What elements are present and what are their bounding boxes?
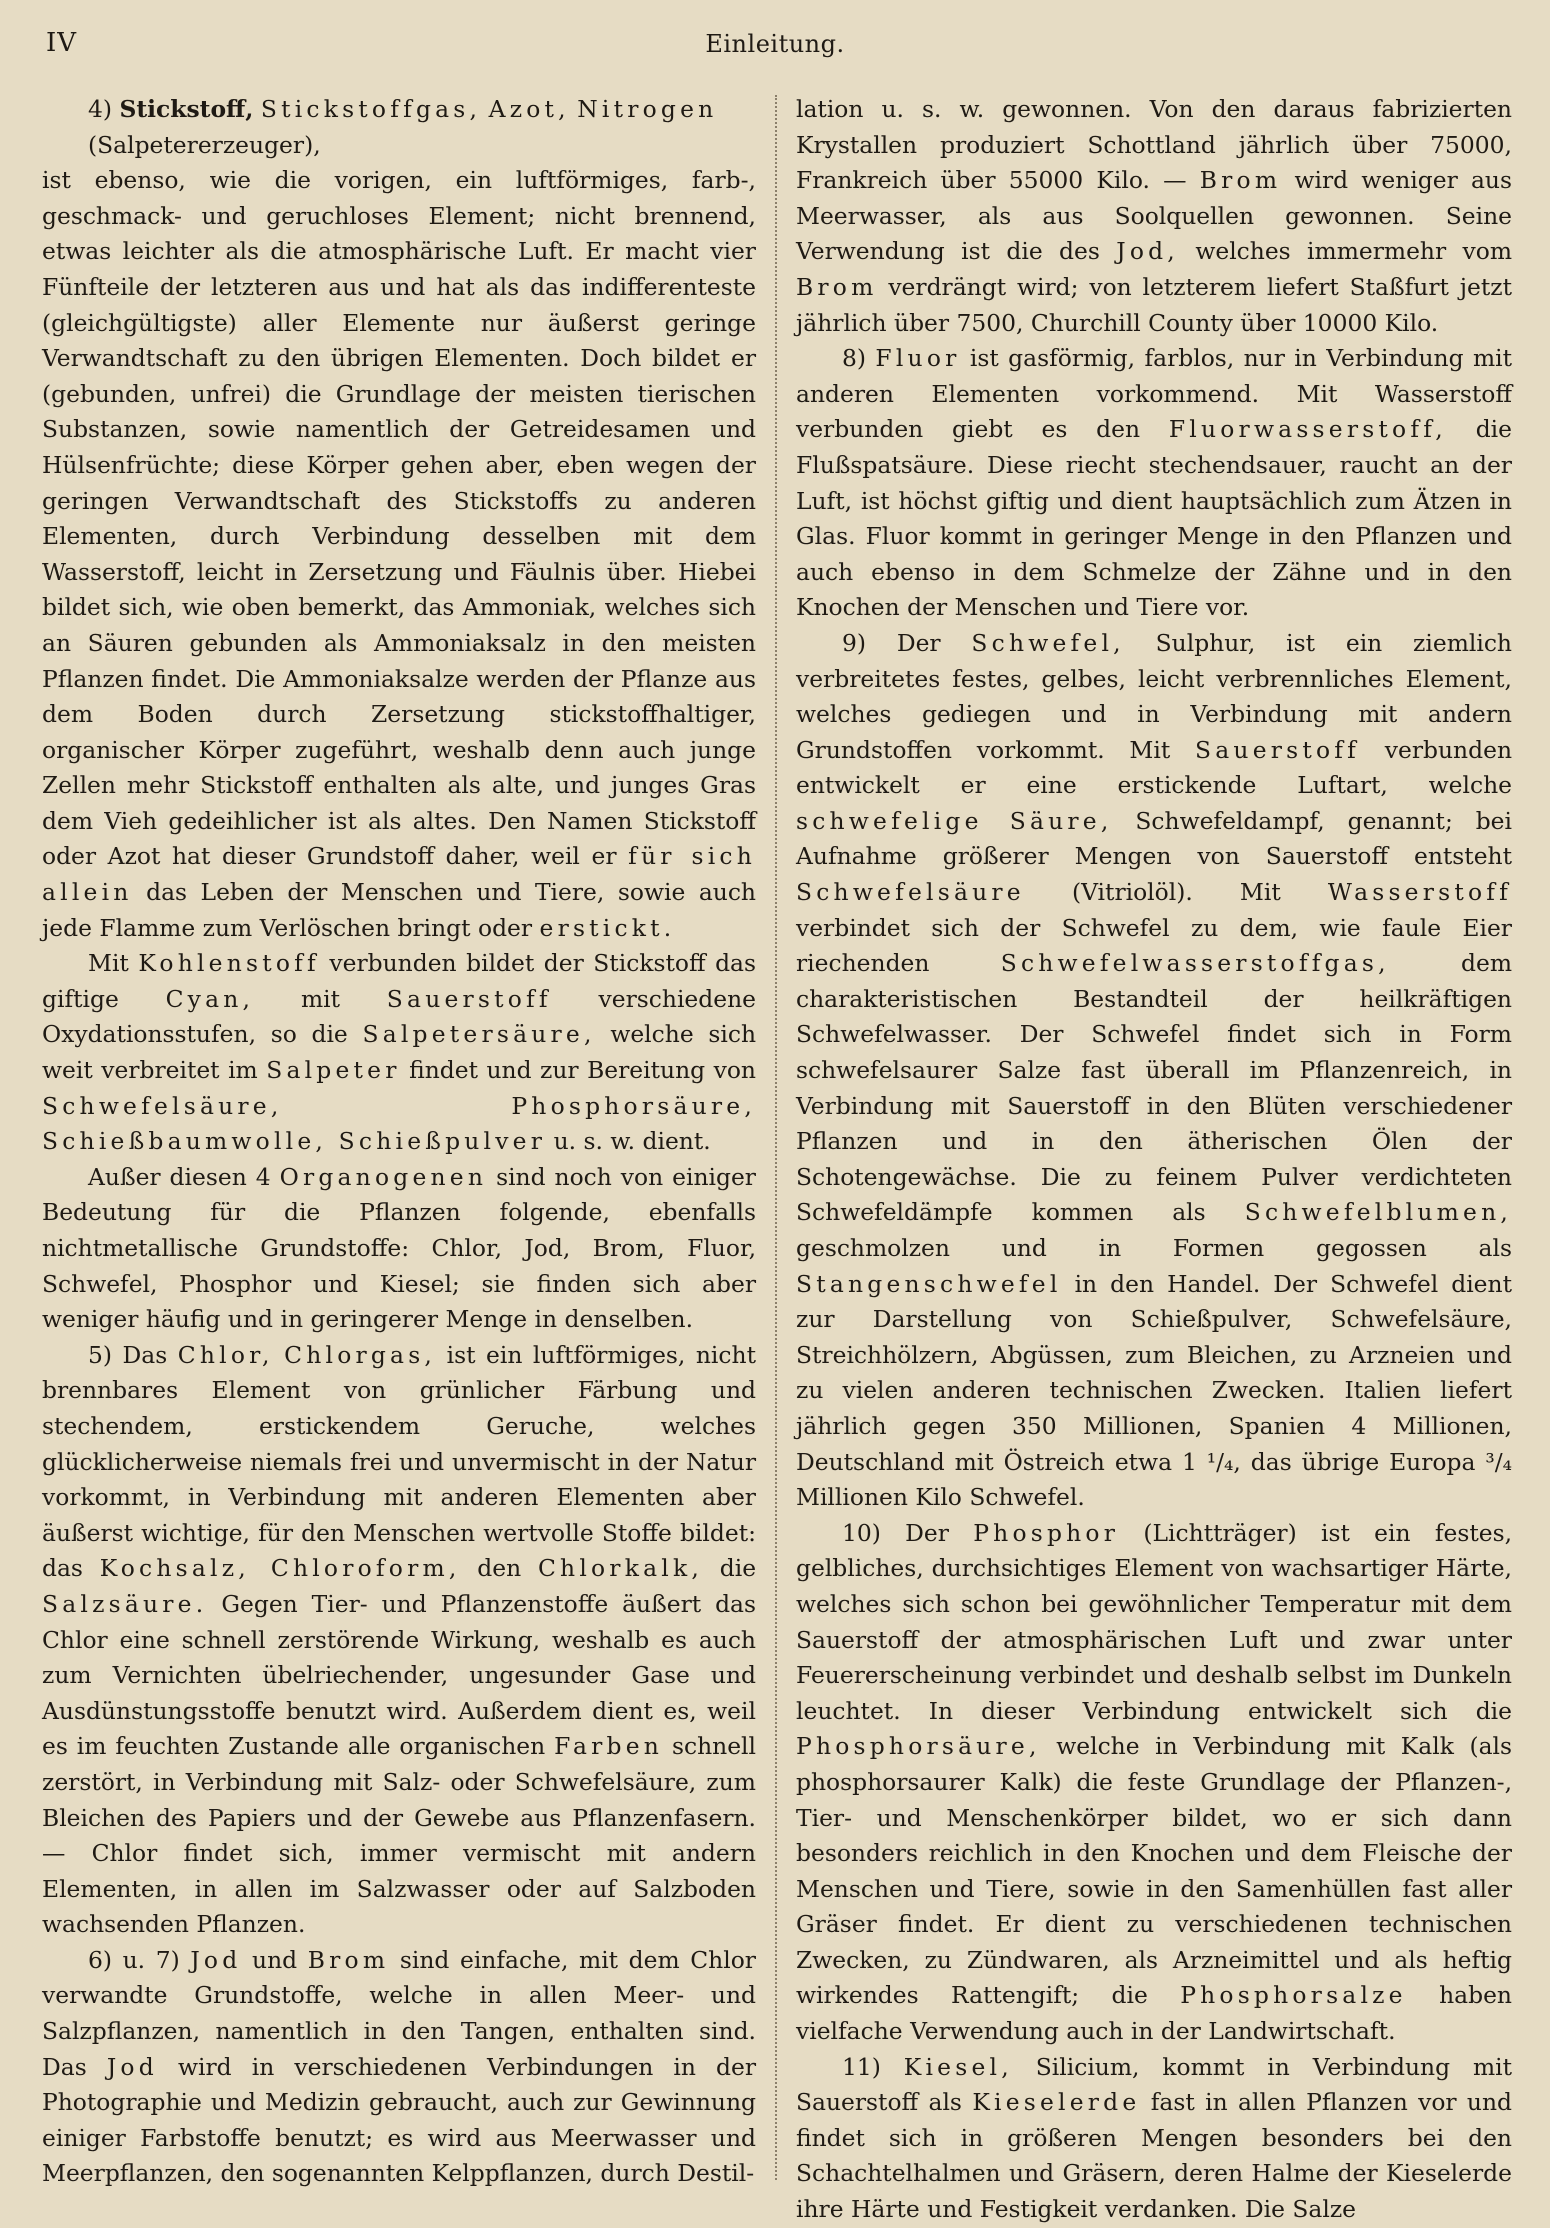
text-run: Sulphur, ist ein ziemlich verbreitetes festes, gelbes, leicht verbrennliches Element, welches gediegen und in Verbindung mit andern Grundstoffen vorkommt. Mit [796, 628, 1512, 764]
text-run: ist ebenso, wie die vorigen, ein luftförmiges, farb-, geschmack- und geruchloses Element; nicht brennend, etwas leichter als die atmosphärische Luft. Er macht vier Fünfteile der letzteren aus und hat als das indifferenteste (gleichgültigste) aller Elemente nur äußerst geringe Verwandtschaft zu den übrigen Elementen. Doch bildet er (gebunden, unfrei) die Grundlage der meisten tierischen Substanzen, sowie namentlich der Getreidesamen und Hülsenfrüchte; diese Körper gehen aber, eben wegen der geringen Verwandtschaft des Stickstoffs zu anderen Elementen, durch Verbindung desselben mit dem Wasserstoff, leicht in Zersetzung und Fäulnis über. Hiebei bildet sich, wie oben bemerkt, das Ammoniak, welches sich an Säuren gebunden als Ammoniaksalz in den meisten Pflanzen findet. Die Ammoniaksalze werden der Pflanze aus dem Boden durch Zersetzung stickstoffhaltiger, organischer Körper zugeführt, weshalb denn auch junge Zellen mehr Stickstoff enthalten als alte, und junges Gras dem Vieh gedeihlicher ist als altes. Den Namen Stickstoff oder Azot hat dieser Grundstoff daher, weil er [42, 166, 756, 871]
text-run: haben vielfache Verwendung auch in der Landwirtschaft. [796, 1981, 1512, 2046]
paragraph-stickstoff [42, 92, 756, 128]
spaced-term: Fluor [875, 344, 961, 373]
term-heading: Stickstoff, [119, 95, 254, 123]
text-run: verbindet sich der Schwefel zu dem, wie faule Eier riechenden [796, 913, 1512, 978]
item-number: 4) [88, 95, 113, 123]
text-run: den [477, 1554, 522, 1583]
item-number: 10) Der [842, 1518, 949, 1547]
spaced-term: erstickt. [539, 913, 676, 942]
spaced-term: Brom [796, 272, 878, 301]
spaced-term: Salpetersäure, [362, 1020, 596, 1049]
paragraph-fluor [796, 341, 1512, 626]
text-run: wird in verschiedenen Verbindungen in der Photographie und Medizin gebraucht, auch zur Gewinnung einiger Farbstoffe benutzt; es wird aus Meerwasser und Meerpflanzen, den sogenannten Kelppflanzen, durch Destil- [42, 2052, 757, 2188]
spaced-term: Schwefel, [971, 628, 1125, 657]
spaced-term: Farben [554, 1732, 664, 1761]
text-run: wird weniger aus Meerwasser, als aus Soolquellen gewonnen. Seine Verwendung ist die des [796, 166, 1512, 266]
spaced-term: Fluorwasserstoff, [1168, 415, 1447, 444]
text-run: Gegen Tier- und Pflanzenstoffe äußert das Chlor eine schnell zerstörende Wirkung, weshalb es auch zum Vernichten übelriechender, ungesunder Gase und Ausdünstungsstoffe benutzt wird. Außerdem dient es, weil es im feuchten Zustande alle organischen [42, 1589, 757, 1761]
item-number: 5) Das [88, 1340, 168, 1369]
spaced-term: Kiesel, [903, 2052, 1013, 2081]
text-run: Mit [88, 949, 129, 978]
column-divider [775, 95, 778, 2180]
spaced-term: Wasserstoff [1327, 878, 1512, 907]
spaced-term: Chlorkalk, [537, 1554, 703, 1583]
spaced-term: Salpeter [266, 1056, 401, 1085]
page-number: IV [46, 28, 78, 58]
spaced-term: für sich allein [42, 842, 756, 907]
spaced-term: Brom [1199, 166, 1282, 195]
text-run: welche sich weit verbreitet im [42, 1020, 757, 1085]
item-number: 6) u. 7) [88, 1945, 180, 1974]
spaced-term: Jod, [1116, 237, 1179, 266]
spaced-term: Cyan, [165, 984, 255, 1013]
text-run: lation u. s. w. gewonnen. Von den daraus fabrizierten Krystallen produziert Schottland jährlich über 75000, Frankreich über 55000 Kilo. — [796, 95, 1512, 195]
running-title: Einleitung. [705, 30, 845, 58]
text-run: die [719, 1554, 757, 1583]
text-run: verbunden entwickelt er eine erstickende Luftart, welche [796, 735, 1513, 800]
spaced-term: Chlorgas, [284, 1340, 437, 1369]
spaced-term: Schwefelsäure, Phosphorsäure, Schießbaumwolle, Schießpulver [42, 1091, 756, 1156]
text-run: sind noch von einiger Bedeutung für die Pflanzen folgende, ebenfalls nichtmetallische Grundstoffe: Chlor, Jod, Brom, Fluor, Schwefel, Phosphor und Kiesel; sie finden sich aber weniger häufig und in geringerer Menge in denselben. [42, 1162, 756, 1334]
text-run: welches immermehr vom [1195, 237, 1513, 266]
spaced-term: Chlor, [177, 1340, 274, 1369]
text-run: (Vitriolöl). Mit [1071, 878, 1281, 907]
spaced-term: Kochsalz, Chloroform, [99, 1554, 461, 1583]
text-run: (Lichtträger) ist ein festes, gelbliches, durchsichtiges Element von wachsartiger Härte, welches sich schon bei gewöhnlicher Temperatur mit dem Sauerstoff der atmosphärischen Luft und zwar unter Feuererscheinung verbindet und deshalb selbst im Dunkeln leuchtet. In dieser Verbindung entwickelt sich die [796, 1518, 1513, 1725]
text-run: Außer diesen 4 [88, 1162, 271, 1191]
synonym: Azot, [488, 95, 570, 123]
item-number: 9) Der [842, 628, 941, 657]
text-run: ist gasförmig, farblos, nur in Verbindung mit anderen Elementen vorkommend. Mit Wasserstoff verbunden giebt es den [796, 344, 1513, 444]
paragraph-text [42, 163, 756, 946]
spaced-term: Organogenen [279, 1162, 488, 1191]
item-number: 11) [842, 2052, 881, 2081]
paragraph-phosphor [796, 1516, 1512, 2050]
synonym: Nitrogen [577, 95, 718, 123]
spaced-term: Jod [190, 1945, 242, 1974]
text-run: Silicium, kommt in Verbindung mit Sauerstoff als [796, 2052, 1513, 2117]
text-run: und [252, 1945, 298, 1974]
spaced-term: Kieselerde [972, 2088, 1141, 2117]
paragraph-kiesel [796, 2050, 1512, 2228]
spaced-term: Phosphor [973, 1518, 1120, 1547]
spaced-term: Kohlenstoff [138, 949, 320, 978]
paragraph-kohlenstoff [42, 946, 756, 1160]
spaced-term: Sauerstoff [1195, 735, 1361, 764]
text-run: in den Handel. Der Schwefel dient zur Darstellung von Schießpulver, Schwefelsäure, Streichhölzern, Abgüssen, zum Bleichen, zu Arzneien und zu vielen anderen technischen Zwecken. Italien liefert jährlich gegen 350 Millionen, Spanien 4 Millionen, Deutschland mit Östreich etwa 1 ¹/₄, das übrige Europa ³/₄ Millionen Kilo Schwefel. [796, 1269, 1512, 1512]
left-column [42, 92, 756, 2192]
spaced-term: Schwefelsäure [796, 878, 1025, 907]
spaced-term: Schwefelblumen, [1244, 1198, 1512, 1227]
text-run: ist ein luftförmiges, nicht brennbares Element von grünlicher Färbung und stechendem, erstickendem Geruche, welches glücklicherweise niemals frei und unvermischt in der Natur vorkommt, in Verbindung mit anderen Elementen aber äußerst wichtige, für den Menschen wertvolle Stoffe bildet: das [42, 1340, 756, 1583]
text-run: verdrängt wird; von letzterem liefert Staßfurt jetzt jährlich über 7500, Churchill County über 10000 Kilo. [796, 272, 1512, 337]
text-run: das Leben der Menschen und Tiere, sowie auch jede Flamme zum Verlöschen bringt oder [42, 878, 756, 942]
text-run: dem charakteristischen Bestandteil der heilkräftigen Schwefelwasser. Der Schwefel findet sich in Form schwefelsaurer Salze fast überall im Pflanzenreich, in Verbindung mit Sauerstoff in den Blüten verschiedener Pflanzen und in den ätherischen Ölen der Schotengewächse. Die zu feinem Pulver verdichteten Schwefeldämpfe kommen als [796, 949, 1513, 1227]
spaced-term: Salzsäure. [42, 1589, 208, 1618]
spaced-term: Brom [307, 1945, 390, 1974]
spaced-term: Stangenschwefel [796, 1269, 1062, 1298]
text-run: mit [300, 984, 341, 1013]
text-run: sind einfache, mit dem Chlor verwandte Grundstoffe, welche in allen Meer- und Salzpflanzen, namentlich in den Tangen, enthalten sind. Das [42, 1945, 756, 2081]
text-run: verschiedene Oxydationsstufen, so die [42, 984, 756, 1049]
spaced-term: schwefelige Säure, [796, 806, 1113, 835]
paragraph-schwefel [796, 626, 1512, 1516]
running-head [46, 28, 1504, 68]
text-run: fast in allen Pflanzen vor und findet sich in größeren Mengen besonders bei den Schachtelhalmen und Gräsern, deren Halme der Kieselerde ihre Härte und Festigkeit verdanken. Die Salze [796, 2088, 1513, 2224]
paragraph-subtitle: (Salpetererzeuger), [88, 130, 321, 159]
item-number: 8) [842, 344, 867, 373]
paragraph-organogene [42, 1160, 756, 1338]
spaced-term: Phosphorsäure, [796, 1732, 1041, 1761]
text-run: verbunden bildet der Stickstoff das giftige [42, 949, 756, 1013]
paragraph-chlor [42, 1338, 756, 1943]
text-run: geschmolzen und in Formen gegossen als [796, 1234, 1512, 1262]
text-run: u. s. w. dient. [553, 1127, 711, 1156]
paragraph-jod-brom [42, 1943, 756, 2192]
synonym: Stickstoffgas, [260, 95, 482, 123]
spaced-term: Jod [106, 2052, 158, 2081]
right-column [796, 92, 1513, 2224]
spaced-term: Phosphorsalze [1180, 1981, 1407, 2010]
spaced-term: Schwefelwasserstoffgas, [1000, 949, 1390, 978]
spaced-term: Sauerstoff [386, 984, 552, 1013]
text-run: findet und zur Bereitung von [409, 1056, 756, 1085]
text-run: schnell zerstört, in Verbindung mit Salz- oder Schwefelsäure, zum Bleichen des Papiers und der Gewebe aus Pflanzenfasern. — Chlor findet sich, immer vermischt mit andern Elementen, in allen im Salzwasser oder auf Salzboden wachsenden Pflanzen. [42, 1732, 757, 1939]
text-run: die Flußspatsäure. Diese riecht stechendsauer, raucht an der Luft, ist höchst giftig und dient hauptsächlich zum Ätzen in Glas. Fluor kommt in geringer Menge in den Pflanzen und auch ebenso in dem Schmelze der Zähne und in den Knochen der Menschen und Tiere vor. [796, 415, 1512, 622]
text-run: Schwefeldampf, genannt; bei Aufnahme größerer Mengen von Sauerstoff entsteht [796, 806, 1513, 871]
text-run: welche in Verbindung mit Kalk (als phosphorsaurer Kalk) die feste Grundlage der Pflanzen-, Tier- und Menschenkörper bildet, wo er sich dann besonders reichlich in den Knochen und dem Fleische der Menschen und Tiere, sowie in den Samenhüllen fast aller Gräser findet. Er dient zu verschiedenen technischen Zwecken, zu Zündwaren, als Arzneimittel und als heftig wirkendes Rattengift; die [796, 1732, 1512, 2010]
paragraph-continuation [796, 92, 1512, 341]
